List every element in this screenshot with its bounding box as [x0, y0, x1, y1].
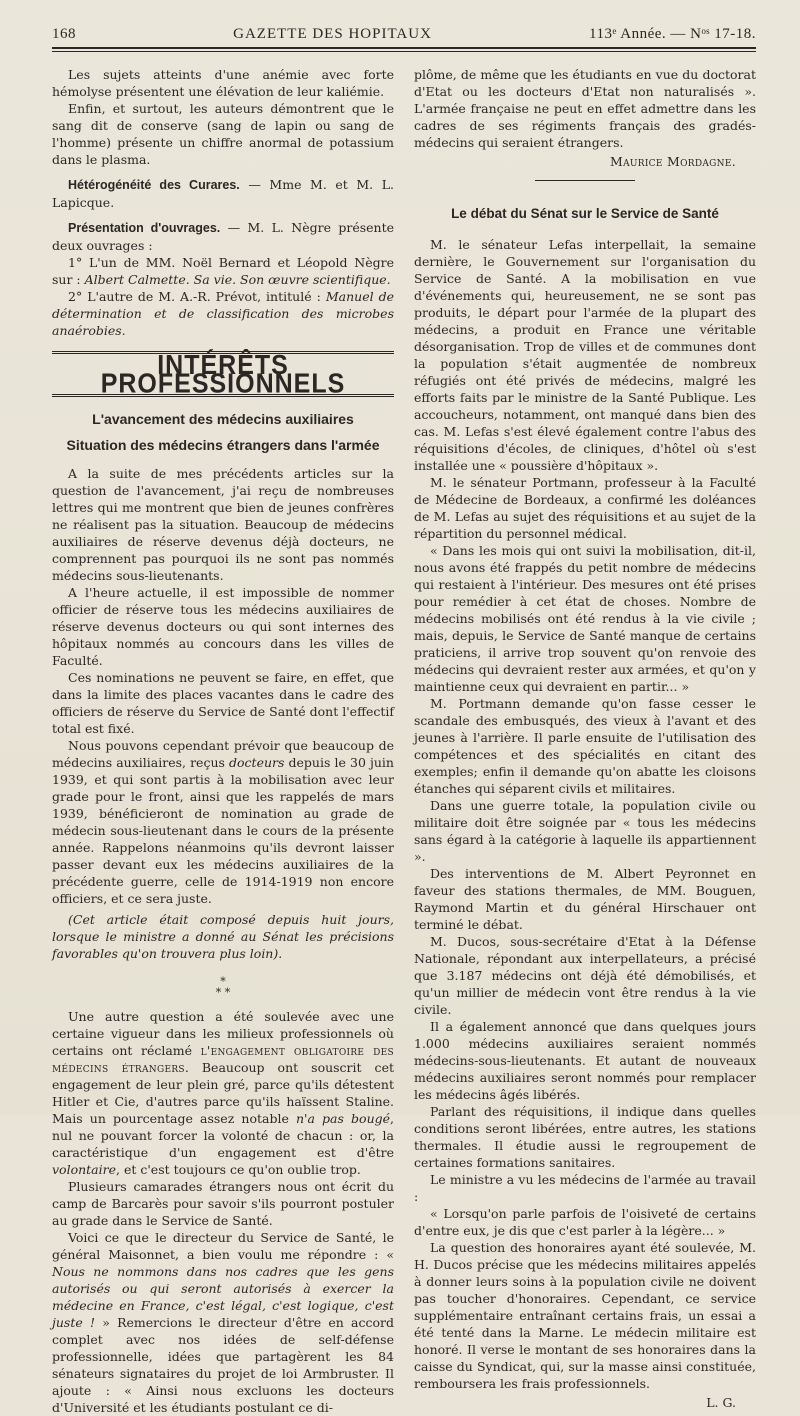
- columns: [52, 66, 756, 1416]
- curares-entry: [52, 176, 394, 211]
- curares-title: Hétérogénéité des Curares.: [68, 178, 240, 192]
- paragraph: M. le sénateur Portmann, professeur à la Faculté de Médecine de Bordeaux, a confirmé les doléances de M. Lefas au sujet des réquisitions et au sujet de la répartition du personnel médical.: [414, 475, 756, 541]
- paragraph: Ces nominations ne peuvent se faire, en effet, que dans la limite des places vacantes dans le cadre des officiers de réserve du Service de Santé dont l'effectif total est fixé.: [52, 670, 394, 736]
- section-banner: [52, 349, 394, 400]
- paragraph: A l'heure actuelle, il est impossible de nommer officier de réserve tous les médecins auxiliaires de réserve devenus docteurs ou qui sont internes des hôpitaux nommés au concours dans les villes de Faculté.: [52, 585, 394, 668]
- paragraph: Parlant des réquisitions, il indique dans quelles conditions seront libérées, entre autres, les stations thermales. Il étudie aussi le regroupement de certaines formations sanitaires.: [414, 1104, 756, 1170]
- editorial-note: (Cet article était composé depuis huit jours, lorsque le ministre a donné au Sénat les précisions favorables qu'on trouvera plus loin).: [52, 912, 394, 961]
- curares-authors: — Mme M. et M. L. Lapicque.: [52, 177, 394, 210]
- paragraph: A la suite de mes précédents articles sur la question de l'avancement, j'ai reçu de nombreuses lettres qui me montrent que bien de jeunes confrères ne réalisent pas la situation. Beaucoup de médecins auxiliaires de réserve devenus déjà docteurs, ne comprennent pas pourquoi ils ne sont pas nommés médecins sous-lieutenants.: [52, 466, 394, 583]
- paragraph: « Dans les mois qui ont suivi la mobilisation, dit-il, nous avons été frappés du petit nombre de médecins qui restaient à l'intérieur. Des mesures ont été prises pour remédier à cet état de choses. Nombre de médecins mobilisés ont été rendus à la vie civile ; mais, depuis, le Service de Santé manque de certains praticiens, il arrive trop souvent qu'on renvoie des médecins qui devraient rester aux armées, et qu'on y maintienne ceux qui devraient en partir... »: [414, 543, 756, 694]
- issue-info: 113ᵉ Année. — Nᵒˢ 17-18.: [589, 26, 756, 42]
- paragraph: Voici ce que le directeur du Service de Santé, le général Maisonnet, a bien voulu me répondre : « Nous ne nommons dans nos cadres que les gens autorisés ou qui seront autorisés à exercer la médecine en France, c'est légal, c'est logique, c'est juste ! » Remercions le directeur d'être en accord complet avec nos idées de self-défense professionnelle, idées que partagèrent les 84 sénateurs signataires du projet de loi Armbruster. Il ajoute : « Ainsi nous excluons les docteurs d'Université et les étudiants postulant ce di-: [52, 1230, 394, 1415]
- divider: [535, 180, 635, 181]
- article-heading-2: Situation des médecins étrangers dans l'armée: [66, 437, 380, 453]
- paragraph: Plusieurs camarades étrangers nous ont écrit du camp de Barcarès pour savoir s'ils pourront postuler au grade dans le Service de Santé.: [52, 1179, 394, 1228]
- paragraph: plôme, de même que les étudiants en vue du doctorat d'Etat ou les docteurs d'Etat non naturalisés ». L'armée française ne peut en effet admettre dans les cadres de ses régiments français des gradés-médecins qui seraient étrangers.: [414, 67, 756, 150]
- paragraph: M. Ducos, sous-secrétaire d'Etat à la Défense Nationale, répondant aux interpellateurs, a précisé que 3.187 médecins ont déjà été démobilisés, et qu'un millier de médecin vont être rendus à la vie civile.: [414, 934, 756, 1017]
- right-column: [414, 66, 756, 1416]
- asterism: * * *: [215, 975, 231, 999]
- presentation-item-2: 2° L'autre de M. A.-R. Prévot, intitulé : Manuel de détermination et de classification des microbes anaérobies.: [52, 289, 395, 338]
- paragraph: Il a également annoncé que dans quelques jours 1.000 médecins auxiliaires seraient nommés médecins-sous-lieutenants. Et autant de nouveaux médecins auxiliaires seront nommés pour remplacer les médecins âgés libérés.: [414, 1019, 756, 1102]
- presentation-text: — M. L. Nègre présente deux ouvrages :: [52, 220, 394, 253]
- signature: L. G.: [706, 1395, 736, 1410]
- paragraph: Le ministre a vu les médecins de l'armée au travail :: [414, 1172, 756, 1204]
- presentation-title: Présentation d'ouvrages.: [68, 221, 221, 235]
- paragraph: Dans une guerre totale, la population civile ou militaire doit être soignée par « tous les médecins sans égard à la catégorie à laquelle ils appartiennent ».: [414, 798, 756, 864]
- paragraph: « Lorsqu'on parle parfois de l'oisiveté de certains d'entre eux, je dis que c'est parler à la légère... »: [414, 1206, 756, 1238]
- header-rule: [52, 47, 756, 52]
- article-heading-1: L'avancement des médecins auxiliaires: [92, 411, 354, 427]
- paragraph: Une autre question a été soulevée avec une certaine vigueur dans les milieux professionnels où certains ont réclamé l'engagement obligatoire des médecins étrangers. Beaucoup ont souscrit cet engagement de leur plein gré, parce qu'ils détestent Hitler et Cie, d'autres parce qu'ils haïssent Staline. Mais un pourcentage assez notable n'a pas bougé, nul ne pouvant forcer la volonté de chacun : or, la caractéristique d'un engagement est d'être volontaire, et c'est toujours ce qu'on oublie trop.: [52, 1009, 394, 1177]
- section-title: INTÉRÊTS PROFESSIONNELS: [100, 349, 346, 400]
- paragraph: M. le sénateur Lefas interpellait, la semaine dernière, le Gouvernement sur l'organisation du Service de Santé. A la mobilisation en vue d'événements qui, heureusement, ne se sont pas produits, le départ pour l'armée de la plupart des médecins, a produit en France une véritable désorganisation. Trop de villes et de communes dont la population s'était augmentée de nombreux réfugiés ont été privés de médecins, malgré les efforts faits par le ministre de la Santé Publique. Les accoucheurs, notamment, ont manqué dans bien des cas. M. Lefas s'est élevé également contre l'abus des réquisitions d'écoles, de cliniques, d'hôtel où s'est installée une « poussière d'hôpitaux ».: [414, 237, 756, 473]
- left-column: [52, 66, 394, 1416]
- paragraph: Les sujets atteints d'une anémie avec forte hémolyse présentent une élévation de leur kaliémie.: [52, 67, 394, 99]
- paragraph: Des interventions de M. Albert Peyronnet en faveur des stations thermales, de MM. Bouguen, Raymond Martin et du général Hirschauer ont terminé le débat.: [414, 866, 756, 932]
- journal-title: GAZETTE DES HOPITAUX: [233, 26, 432, 42]
- paragraph: Enfin, et surtout, les auteurs démontrent que le sang dit de conserve (sang de lapin ou sang de l'homme) présente un chiffre anormal de potassium dans le plasma.: [52, 101, 394, 167]
- paragraph: M. Portmann demande qu'on fasse cesser le scandale des embusqués, des vieux à l'avant et des jeunes à l'arrière. Il parle ensuite de l'utilisation des compétences et des spécialités en citant des exemples; enfin il demande qu'on abatte les cloisons étanches qui séparent civils et militaires.: [414, 696, 756, 796]
- paragraph: La question des honoraires ayant été soulevée, M. H. Ducos précise que les médecins militaires appelés à donner leurs soins à la population civile ne doivent pas toucher d'honoraires. Cependant, ce service supplémentaire entraînant certains frais, un essai a été tenté dans la Marne. Le médecin militaire est honoré. Il verse le montant de ses honoraires dans la caisse du Syndicat, qui, sur la masse ainsi constituée, remboursera les frais professionnels.: [414, 1240, 756, 1391]
- presentation-entry: [52, 219, 394, 254]
- article-heading: Le débat du Sénat sur le Service de Santé: [451, 206, 719, 221]
- page-header: [52, 26, 756, 47]
- page-number: 168: [52, 26, 76, 42]
- paragraph: Nous pouvons cependant prévoir que beaucoup de médecins auxiliaires, reçus docteurs depuis le 30 juin 1939, et qui sont partis à la mobilisation avec leur grade pour le front, ainsi que les rappelés de mars 1939, bénéficieront de nomination au grade de médecin sous-lieutenant dans le cours de la présente année. Rappelons néanmoins qu'ils devront laisser passer devant eux les médecins auxiliaires de la précédente guerre, celle de 1914-1919 non encore officiers, et ce sera juste.: [52, 738, 394, 906]
- presentation-item-1: 1° L'un de MM. Noël Bernard et Léopold Nègre sur : Albert Calmette. Sa vie. Son œuvre scientifique.: [52, 255, 394, 287]
- signature: Maurice Mordagne.: [609, 154, 736, 169]
